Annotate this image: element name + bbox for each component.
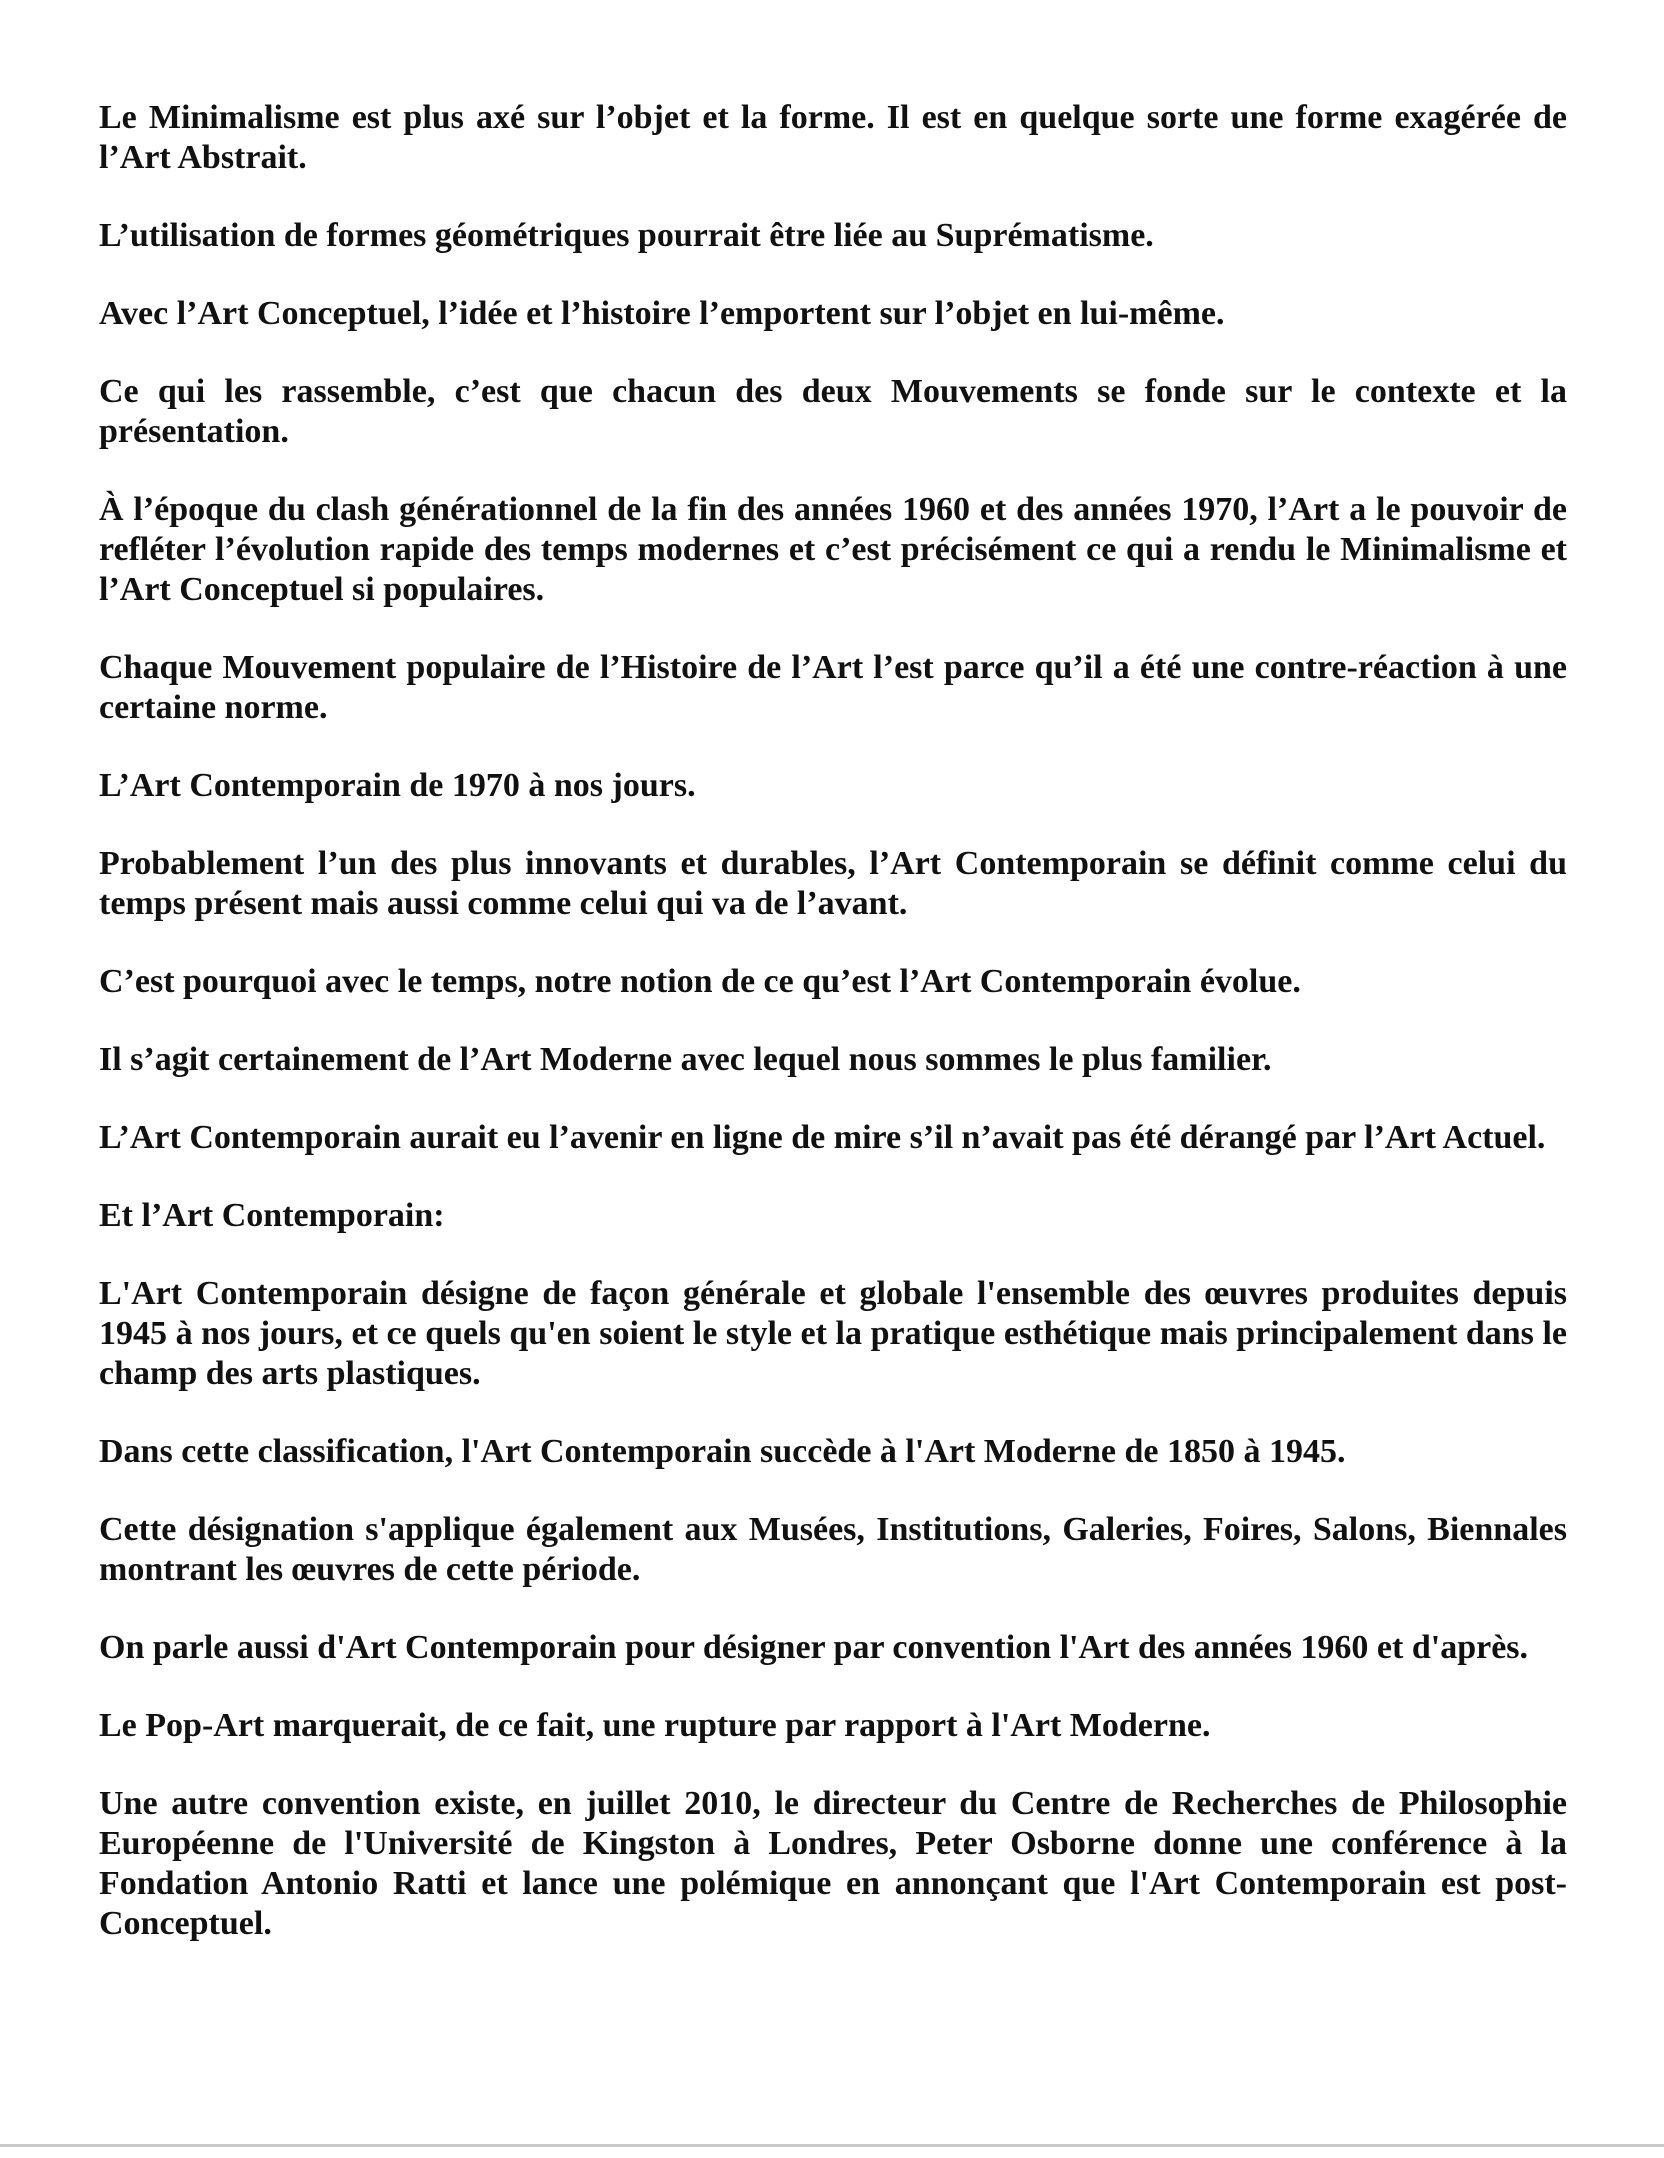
paragraph-17: Le Pop-Art marquerait, de ce fait, une rupture par rapport à l'Art Moderne. xyxy=(99,1707,1211,1744)
paragraph-8: Probablement l’un des plus innovants et durables, l’Art Contemporain se définit comme celui du temps présent mais aussi comme celui qui va de l’avant. xyxy=(99,845,1567,922)
paragraph-3: Avec l’Art Conceptuel, l’idée et l’histoire l’emportent sur l’objet en lui-même. xyxy=(99,295,1225,332)
paragraph-2: L’utilisation de formes géométriques pourrait être liée au Suprématisme. xyxy=(99,217,1154,254)
paragraph-12: Et l’Art Contemporain: xyxy=(99,1197,445,1234)
paragraph-14: Dans cette classification, l'Art Contemporain succède à l'Art Moderne de 1850 à 1945. xyxy=(99,1433,1346,1470)
page-bottom-divider xyxy=(0,2144,1664,2147)
paragraph-10: Il s’agit certainement de l’Art Moderne avec lequel nous sommes le plus familier. xyxy=(99,1041,1272,1078)
paragraph-1: Le Minimalisme est plus axé sur l’objet et la forme. Il est en quelque sorte une forme exagérée de l’Art Abstrait. xyxy=(99,99,1567,176)
paragraph-18: Une autre convention existe, en juillet 2010, le directeur du Centre de Recherches de Philosophie Européenne de l'Université de Kingston à Londres, Peter Osborne donne une conférence à la Fondation Antonio Ratti et lance une polémique en annonçant que l'Art Contemporain est post-Conceptuel. xyxy=(99,1785,1567,1942)
paragraph-16: On parle aussi d'Art Contemporain pour désigner par convention l'Art des années 1960 et d'après. xyxy=(99,1629,1529,1666)
paragraph-13: L'Art Contemporain désigne de façon générale et globale l'ensemble des œuvres produites depuis 1945 à nos jours, et ce quels qu'en soient le style et la pratique esthétique mais principalement dans le champ des arts plastiques. xyxy=(99,1275,1567,1392)
document-page xyxy=(99,98,1567,1982)
paragraph-7: L’Art Contemporain de 1970 à nos jours. xyxy=(99,767,696,804)
paragraph-9: C’est pourquoi avec le temps, notre notion de ce qu’est l’Art Contemporain évolue. xyxy=(99,963,1301,1000)
paragraph-11: L’Art Contemporain aurait eu l’avenir en ligne de mire s’il n’avait pas été dérangé par l’Art Actuel. xyxy=(99,1119,1546,1156)
paragraph-6: Chaque Mouvement populaire de l’Histoire de l’Art l’est parce qu’il a été une contre-réaction à une certaine norme. xyxy=(99,649,1567,726)
paragraph-15: Cette désignation s'applique également aux Musées, Institutions, Galeries, Foires, Salons, Biennales montrant les œuvres de cette période. xyxy=(99,1511,1567,1588)
paragraph-4: Ce qui les rassemble, c’est que chacun des deux Mouvements se fonde sur le contexte et la présentation. xyxy=(99,373,1567,450)
paragraph-5: À l’époque du clash générationnel de la fin des années 1960 et des années 1970, l’Art a le pouvoir de refléter l’évolution rapide des temps modernes et c’est précisément ce qui a rendu le Minimalisme et l’Art Conceptuel si populaires. xyxy=(99,491,1567,608)
